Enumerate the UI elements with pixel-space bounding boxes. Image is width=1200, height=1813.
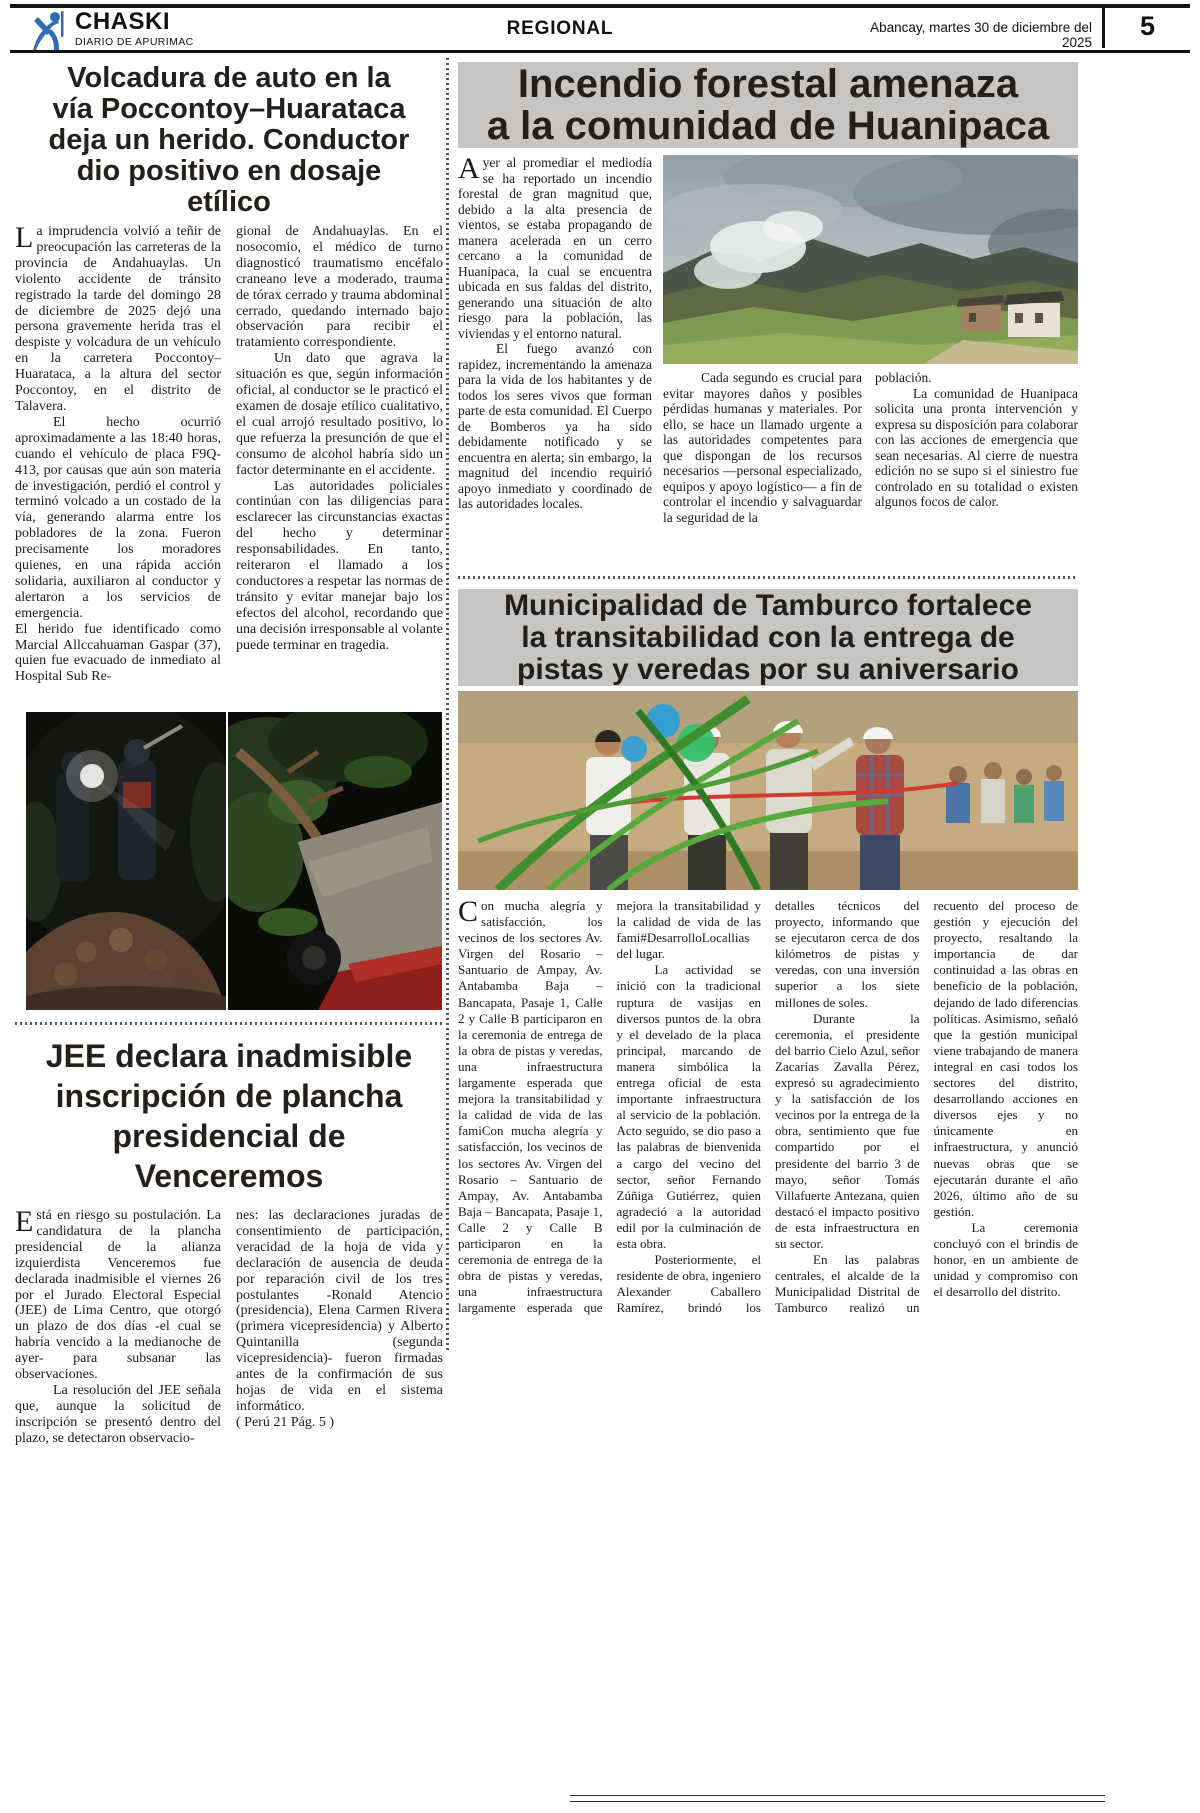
tamburco-body [458,898,1078,1354]
dateline: Abancay, martes 30 de diciembre del 2025 [870,20,1092,50]
paragraph: La ceremonia concluyó con el brindis de honor, en un ambiente de unidad y compromiso con el desarrollo del distrito. [933,1219,1078,1300]
headline-line: etílico [187,186,271,218]
paragraph: El hecho ocurrió aproximadamente a las 18:40 horas, cuando el vehículo de placa F9Q-413, por causas que aún son materia de investigación, perdió el control y terminó volcado a un costado de la vía, generando alarma entre los pobladores de la zona. Fueron precisamente los moradores quienes, en una rápida acción solidaria, auxiliaron al conductor y alertaron a los servicios de emergencia. [15,414,221,621]
volcadura-headline [15,63,443,218]
paragraph: Con mucha alegría y satisfacción, los vecinos de los sectores Av. Virgen del Rosario – Santuario de Ampay, Av. Antabamba Baja – Bancapata, Pasaje 1, Calle 2 y Calle B participaron en la ceremonia de entrega de la obra de pistas y veredas, una infraestructura largamente esperada que mejora la transitabilidad y la calidad de vida de las famiCon mucha alegría y satisfacción, los vecinos de los sectores Av. Virgen del Rosario – Santuario de Ampay, Av. Antabamba Baja – Bancapata, Pasaje 1, Calle 2 y Calle B participaron en la ceremonia de entrega de la obra de pistas y veredas, una infraestructura largamente esperada que mejora la transitabilidad y la calidad de vida de las fami#DesarrolloLocallias del lugar. [458,898,761,1316]
chaski-logo-icon [28,9,68,49]
headline-line: la transitabilidad con la entrega de [521,620,1015,654]
huanipaca-fire-photo [663,155,1078,364]
village-buildings [957,291,1064,337]
paragraph: Durante la ceremonia, el presidente del barrio Cielo Azul, señor Zacarías Zavalla Pérez, expresó su agradecimiento y la satisfacción de los vecinos por la entrega de la obra, sentimiento que fue compartido por el presidente del barrio 3 de mayo, señor Tomás Villafuerte Antezana, quien destacó el impacto positivo de esta infraestructura en su sector. [775,1010,920,1251]
headline-line: a la comunidad de Huanipaca [486,104,1050,148]
top-rule [10,4,1190,8]
headline-line: inscripción de plancha [55,1078,403,1114]
paragraph: Posteriormente, el residente de obra, ingeniero Alexander Caballero Ramírez, brindó los detalles técnicos del proyecto, informando que se ejecutaron cerca de dos kilómetros de pistas y veredas, con una inversión superior a los siete millones de soles. [616,898,920,1316]
incendio-col-3 [875,370,1078,510]
tamburco-headline [458,589,1078,686]
paragraph: El fuego avanzó con rapidez, incrementando la amenaza para la vida de los habitantes y de todos los seres vivos que forman parte de esta comunidad. El Cuerpo de Bomberos ya ha sido debidamente notificado y se encuentra en alerta; sin embargo, la magnitud del incendio requirió apoyo inmediato y coordinado de las autoridades locales. [458,341,652,511]
incendio-headline [458,62,1078,148]
headline-line: pistas y veredas por su aniversario [517,652,1019,686]
paragraph: En las palabras centrales, el alcalde de la Municipalidad Distrital de Tamburco realizó un recuento del proceso de gestión y ejecución del proyecto, resaltando la importancia de dar continuidad a las obras en beneficio de la población, dejando de lado diferencias políticas. Asimismo, señaló que la gestión municipal viene trabajando de manera integral en casi todos los sectores del distrito, desarrollando acciones en diversos ejes y no únicamente en infraestructura, y anunció nuevas obras que se ejecutarán durante el año 2026, último año de su gestión. [775,898,1078,1316]
page-number: 5 [1139,11,1156,41]
accident-photos [26,712,442,1010]
accident-night-rescue-photo [26,712,226,1010]
headline-line: Venceremos [134,1158,324,1194]
masthead [75,10,194,48]
column-divider [446,58,449,1350]
headline-line: Municipalidad de Tamburco fortalece [504,588,1032,622]
volcadura-col-1 [15,221,221,685]
footer-rule [570,1795,1105,1796]
volcadura-body [15,221,443,685]
incendio-col-1 [458,152,652,512]
right-section-divider [458,576,1078,579]
paragraph: Un dato que agrava la situación es que, según información oficial, al conductor se le practicó el examen de dosaje etílico cualitativo, el cual arrojó resultado positivo, lo que refuerza la presunción de que el consumo de alcohol habría sido un factor determinante en el accidente. [236,351,443,478]
incendio-col-2 [663,370,862,525]
paragraph: Ayer al promediar el mediodía se ha reportado un incendio forestal de gran magnitud que, debido a la alta presencia de vientos, se estaba propagando de manera acelerada en un cerro cercano a la comunidad de Huanipaca, la cual se encuentra ubicada en sus faldas del distrito, generando una situación de alto riesgo para la población, las viviendas y el entorno natural. [458,152,652,341]
headline-line: Volcadura de auto en la [67,62,391,94]
paragraph: La imprudencia volvió a teñir de preocupación las carreteras de la provincia de Andahuaylas. Un violento accidente de tránsito registrado la tarde del domingo 28 de diciembre de 2025 dejó una persona gravemente herida tras el despiste y volcadura de un vehículo en la carretera Poccontoy–Huarataca, a la altura del sector Poccontoy, en el distrito de Talavera. [15,221,221,414]
headline-line: vía Poccontoy–Huarataca [52,93,406,125]
paragraph: ( Perú 21 Pág. 5 ) [236,1414,334,1430]
brand-subtitle: DIARIO DE APURIMAC [75,36,194,48]
paragraph: Las autoridades policiales continúan con las diligencias para esclarecer las circunstancias exactas del hecho y determinar responsabilidades. En tanto, reiteraron el llamado a los conductores a respetar las normas de tránsito y evitar manejar bajo los efectos del alcohol, recordando que una decisión irresponsable al volante puede terminar en tragedia. [236,478,443,653]
tamburco-ceremony-photo [458,691,1078,890]
headline-line: JEE declara inadmisible [45,1038,413,1074]
overturned-vehicle-photo [228,712,442,1010]
jee-col-1 [15,1205,221,1447]
paragraph: gional de Andahuaylas. En el nosocomio, el médico de turno diagnosticó traumatismo encéfalo craneano leve a moderado, trauma de tórax cerrado y trauma abdominal cerrado, quedando internado bajo observación para recibir el tratamiento correspondiente. [236,224,443,351]
paragraph: La resolución del JEE señala que, aunque la solicitud de inscripción se presentó dentro del plazo, se detectaron observacio- [15,1382,221,1446]
paragraph: Está en riesgo su postulación. La candidatura de la plancha presidencial de la alianza izquierdista Venceremos fue declarada inadmisible el viernes 26 por el Jurado Electoral Especial (JEE) de Lima Centro, que otorgó un plazo de dos días -el cual se habría vencido a la medianoche de ayer- para subsanar las observaciones. [15,1205,221,1383]
jee-headline [15,1036,443,1196]
headline-line: deja un herido. Conductor [48,124,410,156]
jee-body [15,1205,443,1447]
paragraph: población. [875,370,932,385]
section-label: REGIONAL [506,18,614,39]
paragraph: La comunidad de Huanipaca solicita una pronta intervención y expresa su disposición para colaborar con las acciones de emergencia que sean necesarias. Al cierre de nuestra edición no se supo si el siniestro fue controlado en su totalidad o existen algunos focos de calor. [875,385,1078,509]
jee-col-2 [236,1208,443,1447]
headline-line: Incendio forestal amenaza [517,62,1019,106]
paragraph: Cada segundo es crucial para evitar mayores daños y posibles pérdidas humanas y materiales. Por ello, se hace un llamado urgente a las autoridades competentes para que dispongan de los recursos necesarios —personal especializado, equipos y apoyo logístico— a fin de controlar el incendio y salvaguardar la seguridad de la [663,370,862,525]
paragraph: La actividad se inició con la tradicional ruptura de vasijas en diversos puntos de la obra y el develado de la placa principal, marcando de manera simbólica la entrega oficial de esta importante infraestructura al servicio de la población. Acto seguido, se dio paso a las palabras de bienvenida a cargo del vecino del sector, señor Fernando Zúñiga Gutiérrez, quien agradeció a la autoridad edil por la culminación de esta obra. [616,962,761,1251]
header-rule [10,50,1190,53]
volcadura-col-2 [236,224,443,685]
left-section-divider [15,1022,443,1025]
paragraph: nes: las declaraciones juradas de consentimiento de participación, veracidad de la hoja de vida y declaración de ausencia de deuda por reparación civil de los tres postulantes -Ronald Atencio (presidencia), Elena Carmen Rivera (primera vicepresidencia) y Alberto Quintanilla (segunda vicepresidencia)- fueron firmadas antes de la confirmación de sus hojas de vida en el sistema informático. [236,1208,443,1414]
brand-title: CHASKI [75,8,171,35]
footer-rule [570,1801,1105,1802]
paragraph: El herido fue identificado como Marcial Allccahuaman Gaspar (37), quien fue evacuado de inmediato al Hospital Sub Re- [15,621,221,685]
headline-line: presidencial de [112,1118,346,1154]
headline-line: dio positivo en dosaje [76,155,382,187]
